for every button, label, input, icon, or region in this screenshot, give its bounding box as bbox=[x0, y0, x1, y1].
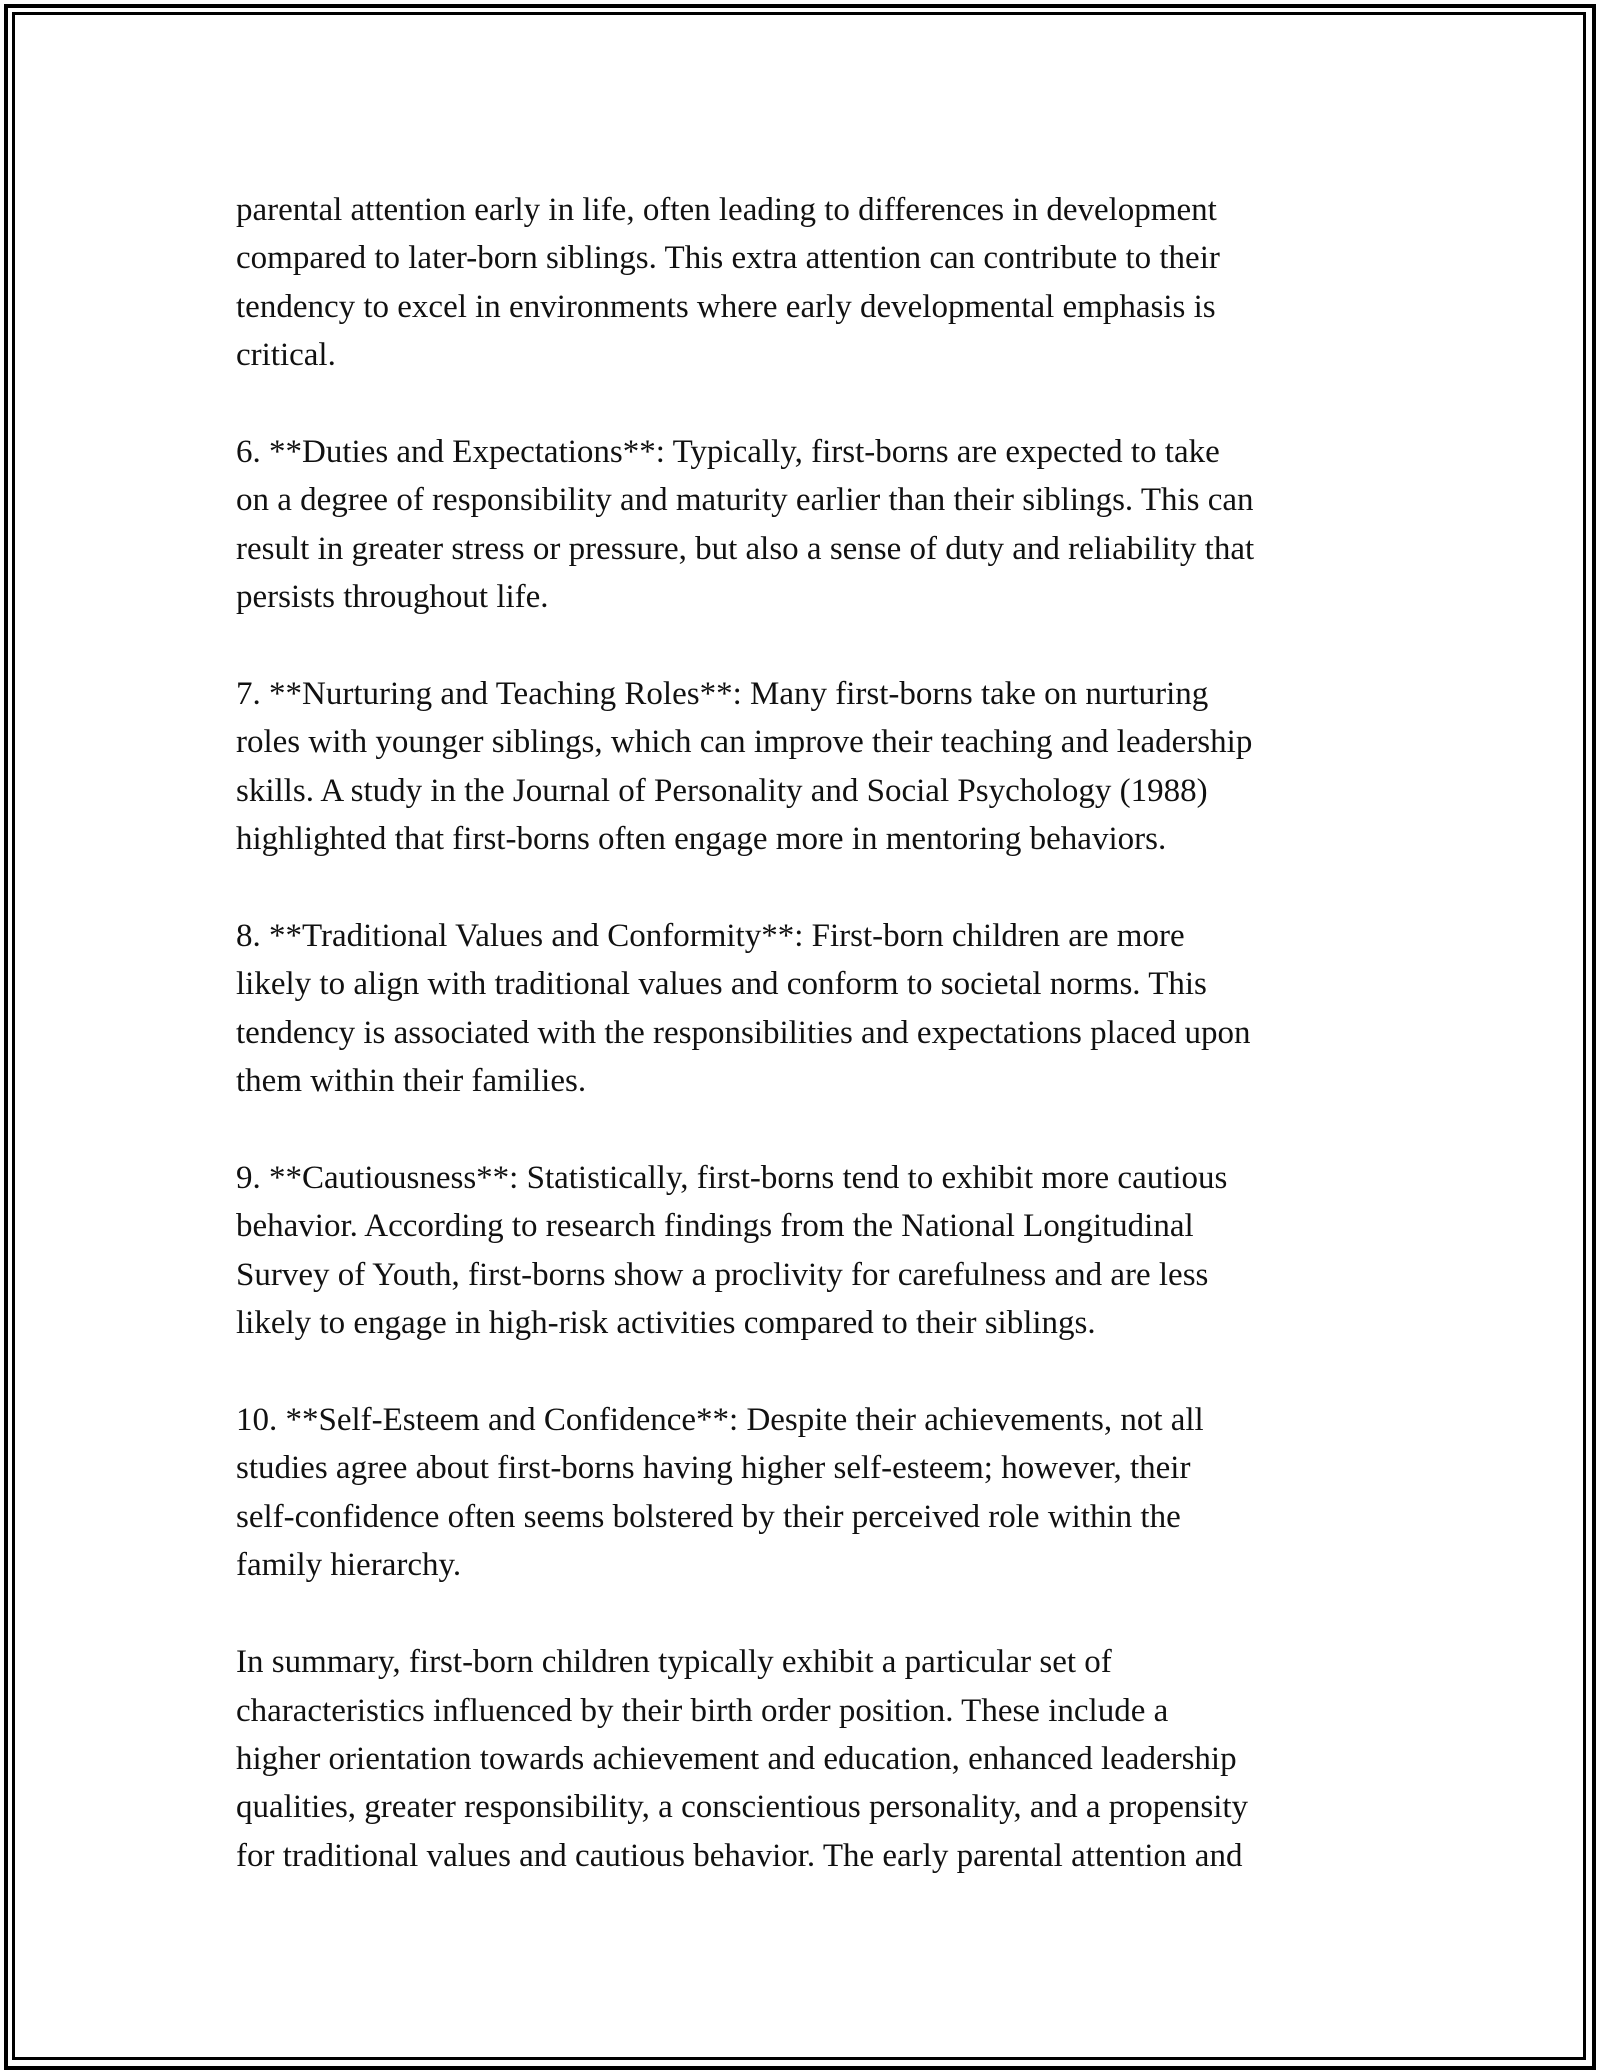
text-line: self-confidence often seems bolstered by their perceived role within the bbox=[236, 1498, 1181, 1535]
text-line: 7. **Nurturing and Teaching Roles**: Many first-borns take on nurturing bbox=[236, 676, 1209, 713]
text-line: highlighted that first-borns often engage more in mentoring behaviors. bbox=[236, 821, 1167, 858]
text-line: for traditional values and cautious behavior. The early parental attention and bbox=[236, 1837, 1243, 1874]
text-line: on a degree of responsibility and maturity earlier than their siblings. This can bbox=[236, 482, 1254, 519]
paragraph-item-10 bbox=[236, 1396, 1386, 1590]
text-line: likely to engage in high-risk activities compared to their siblings. bbox=[236, 1305, 1096, 1342]
text-line: In summary, first-born children typically exhibit a particular set of bbox=[236, 1644, 1112, 1681]
paragraph-item-6 bbox=[236, 428, 1386, 622]
text-line: 8. **Traditional Values and Conformity**: First-born children are more bbox=[236, 918, 1185, 955]
text-line: them within their families. bbox=[236, 1063, 587, 1100]
text-line: roles with younger siblings, which can improve their teaching and leadership bbox=[236, 724, 1253, 761]
document-body bbox=[236, 186, 1386, 1929]
text-line: 10. **Self-Esteem and Confidence**: Despite their achievements, not all bbox=[236, 1402, 1204, 1439]
text-line: qualities, greater responsibility, a conscientious personality, and a propensity bbox=[236, 1789, 1249, 1826]
text-line: higher orientation towards achievement and education, enhanced leadership bbox=[236, 1740, 1237, 1777]
paragraph-item-8 bbox=[236, 912, 1386, 1106]
text-line: behavior. According to research findings from the National Longitudinal bbox=[236, 1208, 1194, 1245]
paragraph-summary bbox=[236, 1638, 1386, 1880]
text-line: tendency to excel in environments where early developmental emphasis is bbox=[236, 288, 1216, 325]
text-line: persists throughout life. bbox=[236, 579, 549, 616]
text-line: result in greater stress or pressure, but also a sense of duty and reliability that bbox=[236, 530, 1255, 567]
text-line: 9. **Cautiousness**: Statistically, first-borns tend to exhibit more cautious bbox=[236, 1160, 1228, 1197]
text-line: 6. **Duties and Expectations**: Typically, first-borns are expected to take bbox=[236, 434, 1220, 471]
text-line: family hierarchy. bbox=[236, 1547, 462, 1584]
text-line: critical. bbox=[236, 337, 336, 374]
text-line: skills. A study in the Journal of Personality and Social Psychology (1988) bbox=[236, 772, 1208, 809]
paragraph-item-9 bbox=[236, 1154, 1386, 1348]
text-line: tendency is associated with the responsibilities and expectations placed upon bbox=[236, 1014, 1251, 1051]
text-line: likely to align with traditional values and conform to societal norms. This bbox=[236, 966, 1207, 1003]
text-line: Survey of Youth, first-borns show a proclivity for carefulness and are less bbox=[236, 1256, 1209, 1293]
text-line: compared to later-born siblings. This extra attention can contribute to their bbox=[236, 240, 1220, 277]
paragraph-parental-attention bbox=[236, 186, 1386, 380]
text-line: parental attention early in life, often leading to differences in development bbox=[236, 192, 1217, 228]
text-line: characteristics influenced by their birth order position. These include a bbox=[236, 1692, 1169, 1729]
text-line: studies agree about first-borns having higher self-esteem; however, their bbox=[236, 1450, 1191, 1487]
paragraph-item-7 bbox=[236, 670, 1386, 864]
